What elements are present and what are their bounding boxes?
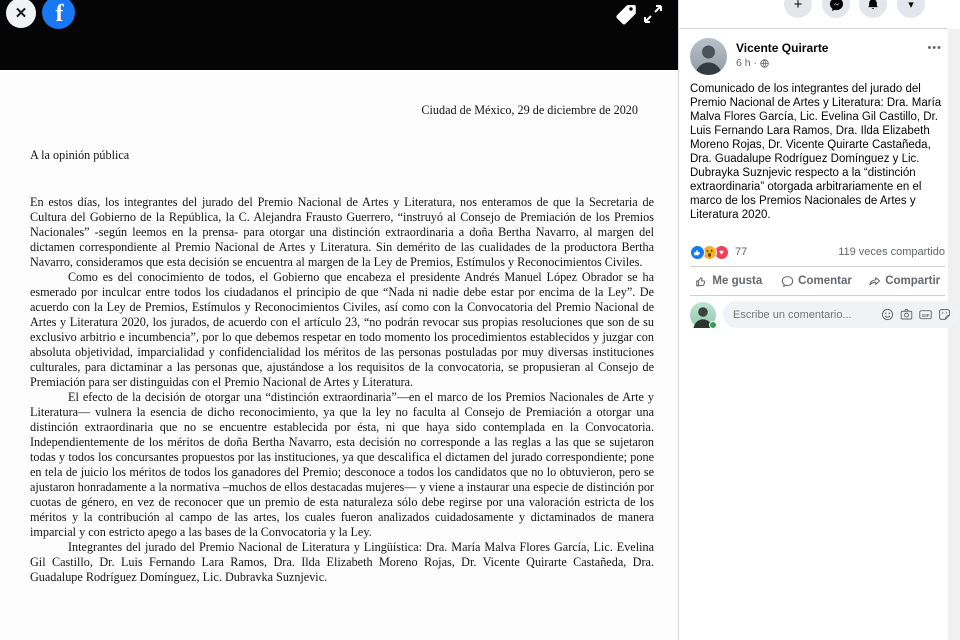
document-paragraph: Como es del conocimiento de todos, el Gobierno que encabeza el presidente Andrés Manuel López Obrador se ha esmerado por inculcar entre todos los ciudadanos el principio de que “Nada ni nadie debe estar por encima de la Ley”. De acuerdo con la Ley de Premios, Estímulos y Reconocimientos Civiles, así como con la Convocatoria del Premio Nacional de Artes y Literatura 2020, los jurados, de acuerdo con el artículo 23, “no podrán revocar sus propias resoluciones que son de su exclusivo arbitrio e incumbencia”, por lo que debemos respetar en todo momento los procedimientos establecidos y juzgar con absoluta objetividad, imparcialidad y confidencialidad los méritos de las personas postuladas por muy diversas instituciones culturales, para dictaminar a las personas que, ajustándose a los requisitos de la convocatoria, se propusieran al Consejo de Premiación para ser distinguidas con el Premio Nacional de Artes y Literatura. [30, 270, 654, 389]
facebook-f-glyph: f [55, 1, 64, 27]
sidebar-scrollbar[interactable] [948, 29, 960, 640]
photo-document[interactable] [0, 70, 678, 640]
post-timestamp: 6 h · [736, 57, 758, 69]
heart-glyph: ♥ [719, 247, 724, 257]
top-navbar [679, 0, 948, 29]
online-status-dot [709, 321, 717, 329]
comment-bubble-icon [781, 275, 794, 288]
document-salutation: A la opinión pública [30, 148, 130, 162]
divider [690, 295, 945, 296]
author-name[interactable]: Vicente Quirarte [736, 41, 829, 55]
close-icon[interactable] [6, 0, 36, 28]
comment-button-label: Comentar [798, 275, 852, 287]
like-button[interactable] [685, 268, 773, 294]
plus-icon: + [793, 0, 803, 13]
fullscreen-expand-icon[interactable] [643, 4, 663, 24]
reactions-row [690, 243, 945, 261]
share-button-label: Compartir [885, 275, 941, 287]
messenger-icon [829, 0, 844, 12]
document-paragraph: Integrantes del jurado del Premio Nacional de Literatura y Lingüística: Dra. María Malva Flores García, Lic. Evelina Gil Castillo, Dr. Luis Fernando Lara Ramos, Dra. Ilda Elizabeth Moreno Rojas, Dr. Vicente Quirarte Castañeda, Dra. Guadalupe Rodríguez Domínguez, Lic. Dubravka Suznjevic. [30, 540, 654, 584]
emoji-smiley-icon[interactable] [881, 308, 894, 321]
comment-button[interactable] [773, 268, 861, 294]
messenger-button[interactable] [822, 0, 850, 18]
share-arrow-icon [868, 275, 881, 288]
chevron-down-icon: ▾ [908, 0, 914, 11]
author-avatar[interactable] [690, 38, 727, 75]
post-sidebar [678, 0, 960, 640]
like-button-label: Me gusta [712, 275, 763, 287]
camera-icon[interactable] [900, 308, 913, 321]
facebook-logo-icon[interactable] [42, 0, 75, 29]
post-text: Comunicado de los integrantes del jurado del Premio Nacional de Artes y Literatura: Dra. María Malva Flores García, Lic. Evelina Gil Castillo, Dr. Luis Fernando Lara Ramos, Dra. Ilda Elizabeth Moreno Rojas, Dr. Vicente Quirarte Castañeda, Dra. Guadalupe Rodríguez Domínguez y Lic. Dubrayka Suznjevic respecto a la “distinción extraordinaria” otorgada arbitrariamente en el marco de los Premios Nacionales de Artes y Literatura 2020. [690, 83, 942, 221]
comment-composer [690, 301, 948, 328]
sticker-icon[interactable] [938, 308, 951, 321]
bell-icon [866, 0, 880, 11]
document-paragraph: El efecto de la decisión de otorgar una “distinción extraordinaria”—en el marco de los Premios Nacionales de Arte y Literatura— vulnera la esencia de dicho reconocimiento, ya que la ley no faculta al Consejo de Premiación a otorgar una distinción extraordinaria que no se encuentre establecida por ésta, ni que haya sido contemplada en la Convocatoria. Independientemente de los méritos de doña Bertha Navarro, esta decisión no corresponde a las reglas a las que se sujetaron todas y todos los concursantes propuestos por las instituciones, ya que descalifica el dictamen del jurado correspondiente; pone en tela de juicio los méritos de todos los ganadores del Premio; desconoce a todos los candidatos que no lo obtuvieron, pero se ajustaron honradamente a la normativa –muchos de ellos destacadas mujeres— y viene a instaurar una especie de distinción por cuotas de género, en vez de reconocer que un premio de esta naturaleza sólo debe regirse por una valoración estricta de los méritos y la contribución al campo de las artes, los cuales fueron analizados cuidadosamente y dictaminados de manera imparcial y con estricto apego a las bases de la Convocatoria y la Ley. [30, 390, 654, 539]
create-plus-button[interactable] [784, 0, 812, 18]
document-paragraph: En estos días, los integrantes del jurado del Premio Nacional de Artes y Literatura, nos enteramos de que la Secretaria de Cultura del Gobierno de la República, la C. Alejandra Frausto Guerrero, “instruyó al Consejo de Premiación de los Premios Nacionales” -según leemos en la prensa- para otorgar una distinción extraordinaria a doña Bertha Navarro, al margen del dictamen correspondiente al Premio Nacional de Artes y Literatura. Sin demérito de las cualidades de la productora Bertha Navarro, consideramos que esta decisión se encuentra al margen de la Ley de Premios, Estímulos y Reconocimientos Civiles. [30, 195, 654, 269]
post-more-options-button[interactable]: ••• [927, 42, 942, 54]
close-glyph: ✕ [14, 5, 28, 22]
globe-public-icon [760, 59, 769, 68]
comment-input[interactable] [733, 309, 875, 321]
account-menu-button[interactable] [897, 0, 925, 18]
post-actions [685, 268, 948, 294]
comment-input-pill[interactable] [723, 301, 959, 328]
tag-photo-icon[interactable] [613, 1, 639, 27]
viewer-avatar[interactable] [690, 302, 716, 328]
divider [690, 266, 945, 267]
reactions-count[interactable]: 77 [735, 246, 748, 258]
svg-text:GIF: GIF [921, 313, 930, 319]
document-dateline: Ciudad de México, 29 de diciembre de 2020 [421, 103, 638, 117]
like-reaction-icon[interactable] [690, 245, 705, 260]
share-button[interactable] [860, 268, 948, 294]
post-meta [736, 57, 769, 69]
gif-icon[interactable] [919, 308, 932, 321]
notifications-button[interactable] [859, 0, 887, 18]
shares-count[interactable]: 119 veces compartido [838, 246, 945, 258]
thumbs-up-icon [695, 275, 708, 288]
